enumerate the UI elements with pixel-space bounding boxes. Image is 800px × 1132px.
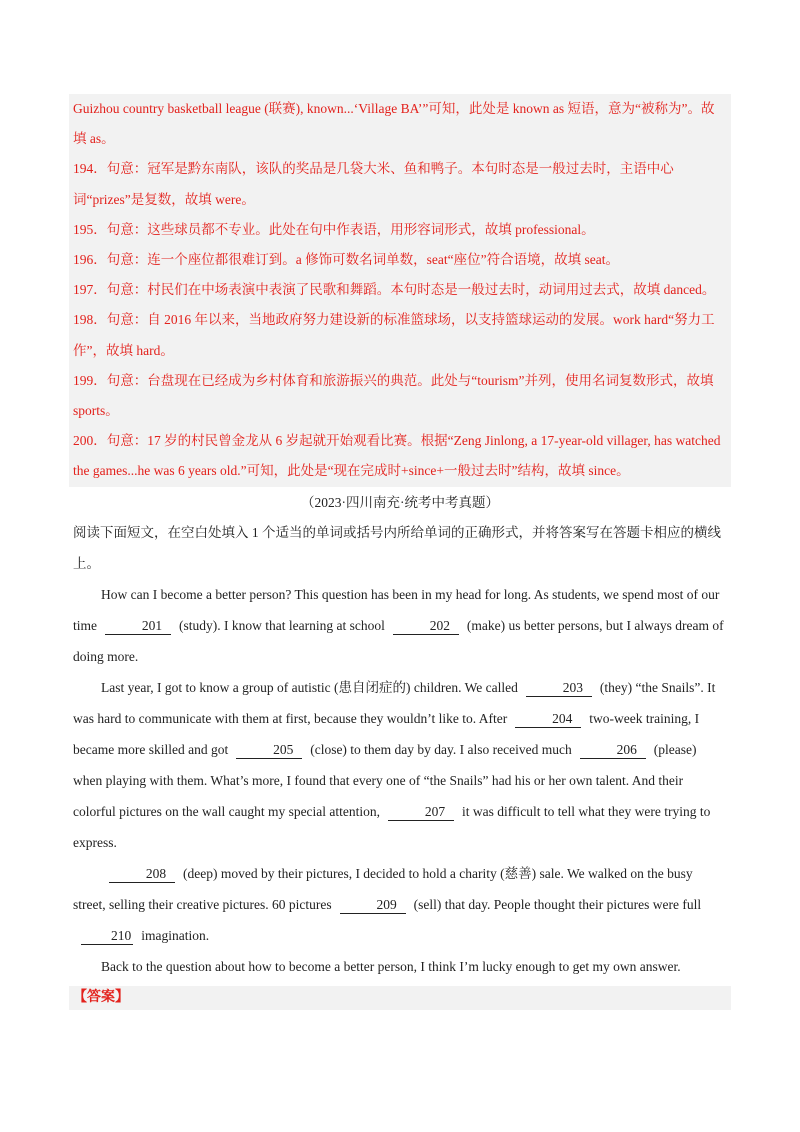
explanation-item: 197．句意：村民们在中场表演中表演了民歌和舞蹈。本句时态是一般过去时，动词用过去式，故填 danced。 (73, 282, 716, 298)
blank-204[interactable]: 204 (515, 711, 581, 728)
passage-text: two-week training, I became more skilled and got (73, 710, 700, 757)
passage-text: (make) us better persons, but I always dream of doing more. (73, 617, 724, 664)
instruction-text: 阅读下面短文，在空白处填入 1 个适当的单词或括号内所给单词的正确形式，并将答案写在答题卡相应的横线上。 (73, 524, 721, 571)
passage-text: (close) to them day by day. I also received much (310, 741, 572, 757)
blank-210[interactable]: 210 (81, 928, 133, 945)
explanation-item: 198．句意：自 2016 年以来，当地政府努力建设新的标准篮球场，以支持篮球运动的发展。work hard“努力工作”，故填 hard。 (73, 312, 715, 358)
paragraph-2 (73, 672, 727, 858)
explanation-item: Guizhou country basketball league (联赛), known...‘Village BA’”可知，此处是 known as 短语，意为“被称为”。故填 as。 (73, 101, 715, 147)
source-line: （2023·四川南充·统考中考真题） (301, 494, 499, 510)
document-page (73, 94, 727, 1010)
blank-202[interactable]: 202 (393, 618, 459, 635)
blank-209[interactable]: 209 (340, 897, 406, 914)
passage-text: (deep) moved by their pictures, I decided to hold a charity (慈善) sale. We walked on the busy street, selling their creative pictures. 60 pictures (73, 865, 693, 912)
explanation-item: 195．句意：这些球员都不专业。此处在句中作表语，用形容词形式，故填 professional。 (73, 221, 595, 237)
paragraph-4: Back to the question about how to become a better person, I think I’m lucky enough to get my own answer. (101, 958, 681, 974)
blank-208[interactable]: 208 (109, 866, 175, 883)
passage-text: How can I become a better person? This question has been in my head for long. As students, we spend most of our time (73, 586, 720, 633)
blank-205[interactable]: 205 (236, 742, 302, 759)
explanation-item: 196．句意：连一个座位都很难订到。a 修饰可数名词单数，seat“座位”符合语境，故填 seat。 (73, 252, 619, 268)
answer-label: 【答案】 (69, 986, 731, 1010)
explanation-item: 199．句意：台盘现在已经成为乡村体育和旅游振兴的典范。此处与“tourism”并列，使用名词复数形式，故填 sports。 (73, 372, 714, 419)
passage (73, 517, 727, 982)
blank-206[interactable]: 206 (580, 742, 646, 759)
answer-explanations (69, 94, 731, 487)
passage-text: (sell) that day. People thought their pictures were full (413, 896, 702, 912)
passage-text: (they) “the Snails”. It was hard to communicate with them at first, because they wouldn’t like to. After (73, 679, 716, 726)
blank-207[interactable]: 207 (388, 804, 454, 821)
blank-203[interactable]: 203 (526, 680, 592, 697)
passage-text: Last year, I got to know a group of autistic (患自闭症的) children. We called (101, 679, 518, 695)
passage-text: it was difficult to tell what they were trying to express. (73, 803, 711, 850)
blank-201[interactable]: 201 (105, 618, 171, 635)
explanation-item: 200．句意：17 岁的村民曾金龙从 6 岁起就开始观看比赛。根据“Zeng Jinlong, a 17-year-old villager, has watched the games...he was 6 years old.”可知，此处是“现在完成时+since+一般过去时”结构，故填 since。 (73, 433, 721, 479)
paragraph-3 (73, 858, 727, 951)
passage-text: (study). I know that learning at school (179, 617, 385, 633)
explanation-item: 194．句意：冠军是黔东南队，该队的奖品是几袋大米、鱼和鸭子。本句时态是一般过去时，主语中心词“prizes”是复数，故填 were。 (73, 161, 674, 207)
paragraph-1 (73, 579, 727, 672)
passage-text: imagination. (141, 927, 210, 943)
passage-text: (please) when playing with them. What’s more, I found that every one of “the Snails” had his or her own talent. And their colorful pictures on the wall caught my special attention, (73, 741, 697, 819)
